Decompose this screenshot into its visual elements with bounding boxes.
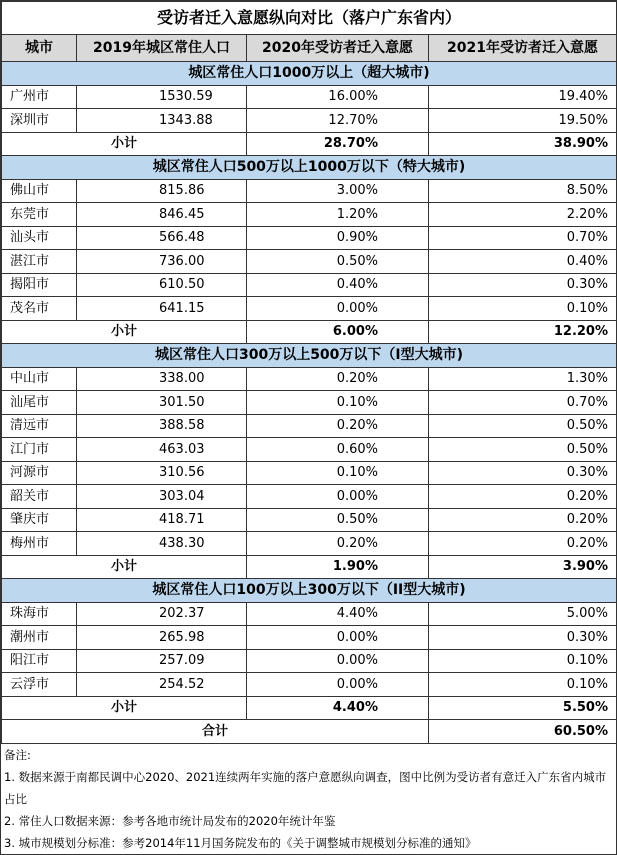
willingness-2020-cell: 0.20%	[247, 532, 429, 556]
population-cell: 736.00	[77, 250, 247, 274]
header-population-2019: 2019年城区常住人口	[77, 35, 247, 62]
willingness-2021-cell: 0.30%	[429, 273, 617, 297]
city-cell: 佛山市	[2, 179, 77, 203]
willingness-2020-cell: 0.90%	[247, 226, 429, 250]
subtotal-2021: 12.20%	[429, 320, 617, 344]
note-item: 3. 城市规模划分标准：参考2014年11月国务院发布的《关于调整城市规模划分标准的通知》	[4, 835, 477, 850]
group-label: 城区常住人口500万以上1000万以下（特大城市)	[2, 156, 617, 180]
willingness-2021-cell: 19.40%	[429, 85, 617, 109]
city-cell: 东莞市	[2, 203, 77, 227]
population-cell: 254.52	[77, 673, 247, 697]
willingness-2021-cell: 0.20%	[429, 532, 617, 556]
population-cell: 1530.59	[77, 85, 247, 109]
willingness-2021-cell: 0.10%	[429, 649, 617, 673]
population-cell: 641.15	[77, 297, 247, 321]
willingness-2021-cell: 0.70%	[429, 391, 617, 415]
note-item: 1. 数据来源于南都民调中心2020、2021连续两年实施的落户意愿纵向调查，图中比例为受访者有意迁入广东省内城市占比	[4, 769, 607, 806]
table-row	[2, 273, 617, 297]
willingness-2020-cell: 0.50%	[247, 508, 429, 532]
population-cell: 301.50	[77, 391, 247, 415]
table-row	[2, 297, 617, 321]
note-item: 2. 常住人口数据来源：参考各地市统计局发布的2020年统计年鉴	[4, 813, 336, 828]
city-cell: 云浮市	[2, 673, 77, 697]
population-cell: 463.03	[77, 438, 247, 462]
subtotal-row	[2, 320, 617, 344]
group-label: 城区常住人口1000万以上（超大城市)	[2, 62, 617, 86]
notes-section	[1, 744, 616, 854]
subtotal-label: 小计	[2, 132, 247, 156]
city-cell: 中山市	[2, 367, 77, 391]
group-header-row	[2, 156, 617, 180]
table-row	[2, 649, 617, 673]
willingness-2020-cell: 0.00%	[247, 297, 429, 321]
table-row	[2, 226, 617, 250]
population-cell: 418.71	[77, 508, 247, 532]
city-cell: 茂名市	[2, 297, 77, 321]
willingness-2021-cell: 0.20%	[429, 508, 617, 532]
city-cell: 韶关市	[2, 485, 77, 509]
table-row	[2, 461, 617, 485]
willingness-2021-cell: 0.50%	[429, 414, 617, 438]
population-cell: 815.86	[77, 179, 247, 203]
table-row	[2, 109, 617, 133]
willingness-2020-cell: 0.40%	[247, 273, 429, 297]
willingness-2021-cell: 19.50%	[429, 109, 617, 133]
header-willingness-2021: 2021年受访者迁入意愿	[429, 35, 617, 62]
population-cell: 257.09	[77, 649, 247, 673]
city-cell: 潮州市	[2, 626, 77, 650]
population-cell: 338.00	[77, 367, 247, 391]
willingness-2020-cell: 0.20%	[247, 367, 429, 391]
willingness-2020-cell: 1.20%	[247, 203, 429, 227]
city-cell: 揭阳市	[2, 273, 77, 297]
comparison-table	[1, 1, 617, 744]
header-city: 城市	[2, 35, 77, 62]
subtotal-row	[2, 696, 617, 720]
city-cell: 江门市	[2, 438, 77, 462]
willingness-2021-cell: 1.30%	[429, 367, 617, 391]
table-row	[2, 250, 617, 274]
subtotal-2020: 4.40%	[247, 696, 429, 720]
table-row	[2, 508, 617, 532]
subtotal-2020: 6.00%	[247, 320, 429, 344]
willingness-2020-cell: 0.00%	[247, 649, 429, 673]
willingness-2020-cell: 3.00%	[247, 179, 429, 203]
table-row	[2, 203, 617, 227]
willingness-2021-cell: 0.10%	[429, 673, 617, 697]
subtotal-2021: 38.90%	[429, 132, 617, 156]
willingness-2020-cell: 0.00%	[247, 673, 429, 697]
header-willingness-2020: 2020年受访者迁入意愿	[247, 35, 429, 62]
population-cell: 265.98	[77, 626, 247, 650]
table-row	[2, 626, 617, 650]
city-cell: 汕头市	[2, 226, 77, 250]
willingness-2021-cell: 0.30%	[429, 626, 617, 650]
subtotal-row	[2, 132, 617, 156]
subtotal-label: 小计	[2, 555, 247, 579]
table-row	[2, 485, 617, 509]
population-cell: 310.56	[77, 461, 247, 485]
population-cell: 303.04	[77, 485, 247, 509]
willingness-2021-cell: 0.10%	[429, 297, 617, 321]
willingness-2021-cell: 0.40%	[429, 250, 617, 274]
willingness-2021-cell: 0.30%	[429, 461, 617, 485]
group-label: 城区常住人口100万以上300万以下（II型大城市)	[2, 579, 617, 603]
willingness-2020-cell: 0.00%	[247, 485, 429, 509]
group-label: 城区常住人口300万以上500万以下（I型大城市)	[2, 344, 617, 368]
table-row	[2, 602, 617, 626]
city-cell: 肇庆市	[2, 508, 77, 532]
table-row	[2, 179, 617, 203]
willingness-2020-cell: 16.00%	[247, 85, 429, 109]
willingness-2020-cell: 0.00%	[247, 626, 429, 650]
total-label: 合计	[2, 720, 429, 744]
willingness-2021-cell: 5.00%	[429, 602, 617, 626]
population-cell: 1343.88	[77, 109, 247, 133]
subtotal-2021: 3.90%	[429, 555, 617, 579]
willingness-2021-cell: 0.50%	[429, 438, 617, 462]
willingness-2021-cell: 8.50%	[429, 179, 617, 203]
willingness-2021-cell: 2.20%	[429, 203, 617, 227]
city-cell: 汕尾市	[2, 391, 77, 415]
group-header-row	[2, 62, 617, 86]
header-row	[2, 35, 617, 62]
willingness-2020-cell: 0.60%	[247, 438, 429, 462]
willingness-2020-cell: 12.70%	[247, 109, 429, 133]
city-cell: 河源市	[2, 461, 77, 485]
population-cell: 846.45	[77, 203, 247, 227]
city-cell: 珠海市	[2, 602, 77, 626]
table-row	[2, 438, 617, 462]
group-header-row	[2, 344, 617, 368]
willingness-2020-cell: 0.50%	[247, 250, 429, 274]
table-row	[2, 532, 617, 556]
subtotal-2020: 1.90%	[247, 555, 429, 579]
table-row	[2, 414, 617, 438]
table-row	[2, 85, 617, 109]
subtotal-label: 小计	[2, 320, 247, 344]
willingness-2020-cell: 0.20%	[247, 414, 429, 438]
population-cell: 388.58	[77, 414, 247, 438]
willingness-2020-cell: 0.10%	[247, 391, 429, 415]
willingness-2021-cell: 0.70%	[429, 226, 617, 250]
city-cell: 广州市	[2, 85, 77, 109]
city-cell: 清远市	[2, 414, 77, 438]
table-row	[2, 391, 617, 415]
total-2021: 60.50%	[429, 720, 617, 744]
subtotal-row	[2, 555, 617, 579]
population-cell: 566.48	[77, 226, 247, 250]
willingness-2020-cell: 4.40%	[247, 602, 429, 626]
city-cell: 湛江市	[2, 250, 77, 274]
population-cell: 438.30	[77, 532, 247, 556]
population-cell: 202.37	[77, 602, 247, 626]
table-title: 受访者迁入意愿纵向对比（落户广东省内）	[2, 2, 617, 35]
willingness-2020-cell: 0.10%	[247, 461, 429, 485]
table-row	[2, 673, 617, 697]
group-header-row	[2, 579, 617, 603]
subtotal-2021: 5.50%	[429, 696, 617, 720]
subtotal-2020: 28.70%	[247, 132, 429, 156]
table-row	[2, 367, 617, 391]
population-cell: 610.50	[77, 273, 247, 297]
subtotal-label: 小计	[2, 696, 247, 720]
notes-heading: 备注:	[4, 747, 31, 762]
city-cell: 阳江市	[2, 649, 77, 673]
city-cell: 深圳市	[2, 109, 77, 133]
willingness-2021-cell: 0.20%	[429, 485, 617, 509]
total-row	[2, 720, 617, 744]
city-cell: 梅州市	[2, 532, 77, 556]
